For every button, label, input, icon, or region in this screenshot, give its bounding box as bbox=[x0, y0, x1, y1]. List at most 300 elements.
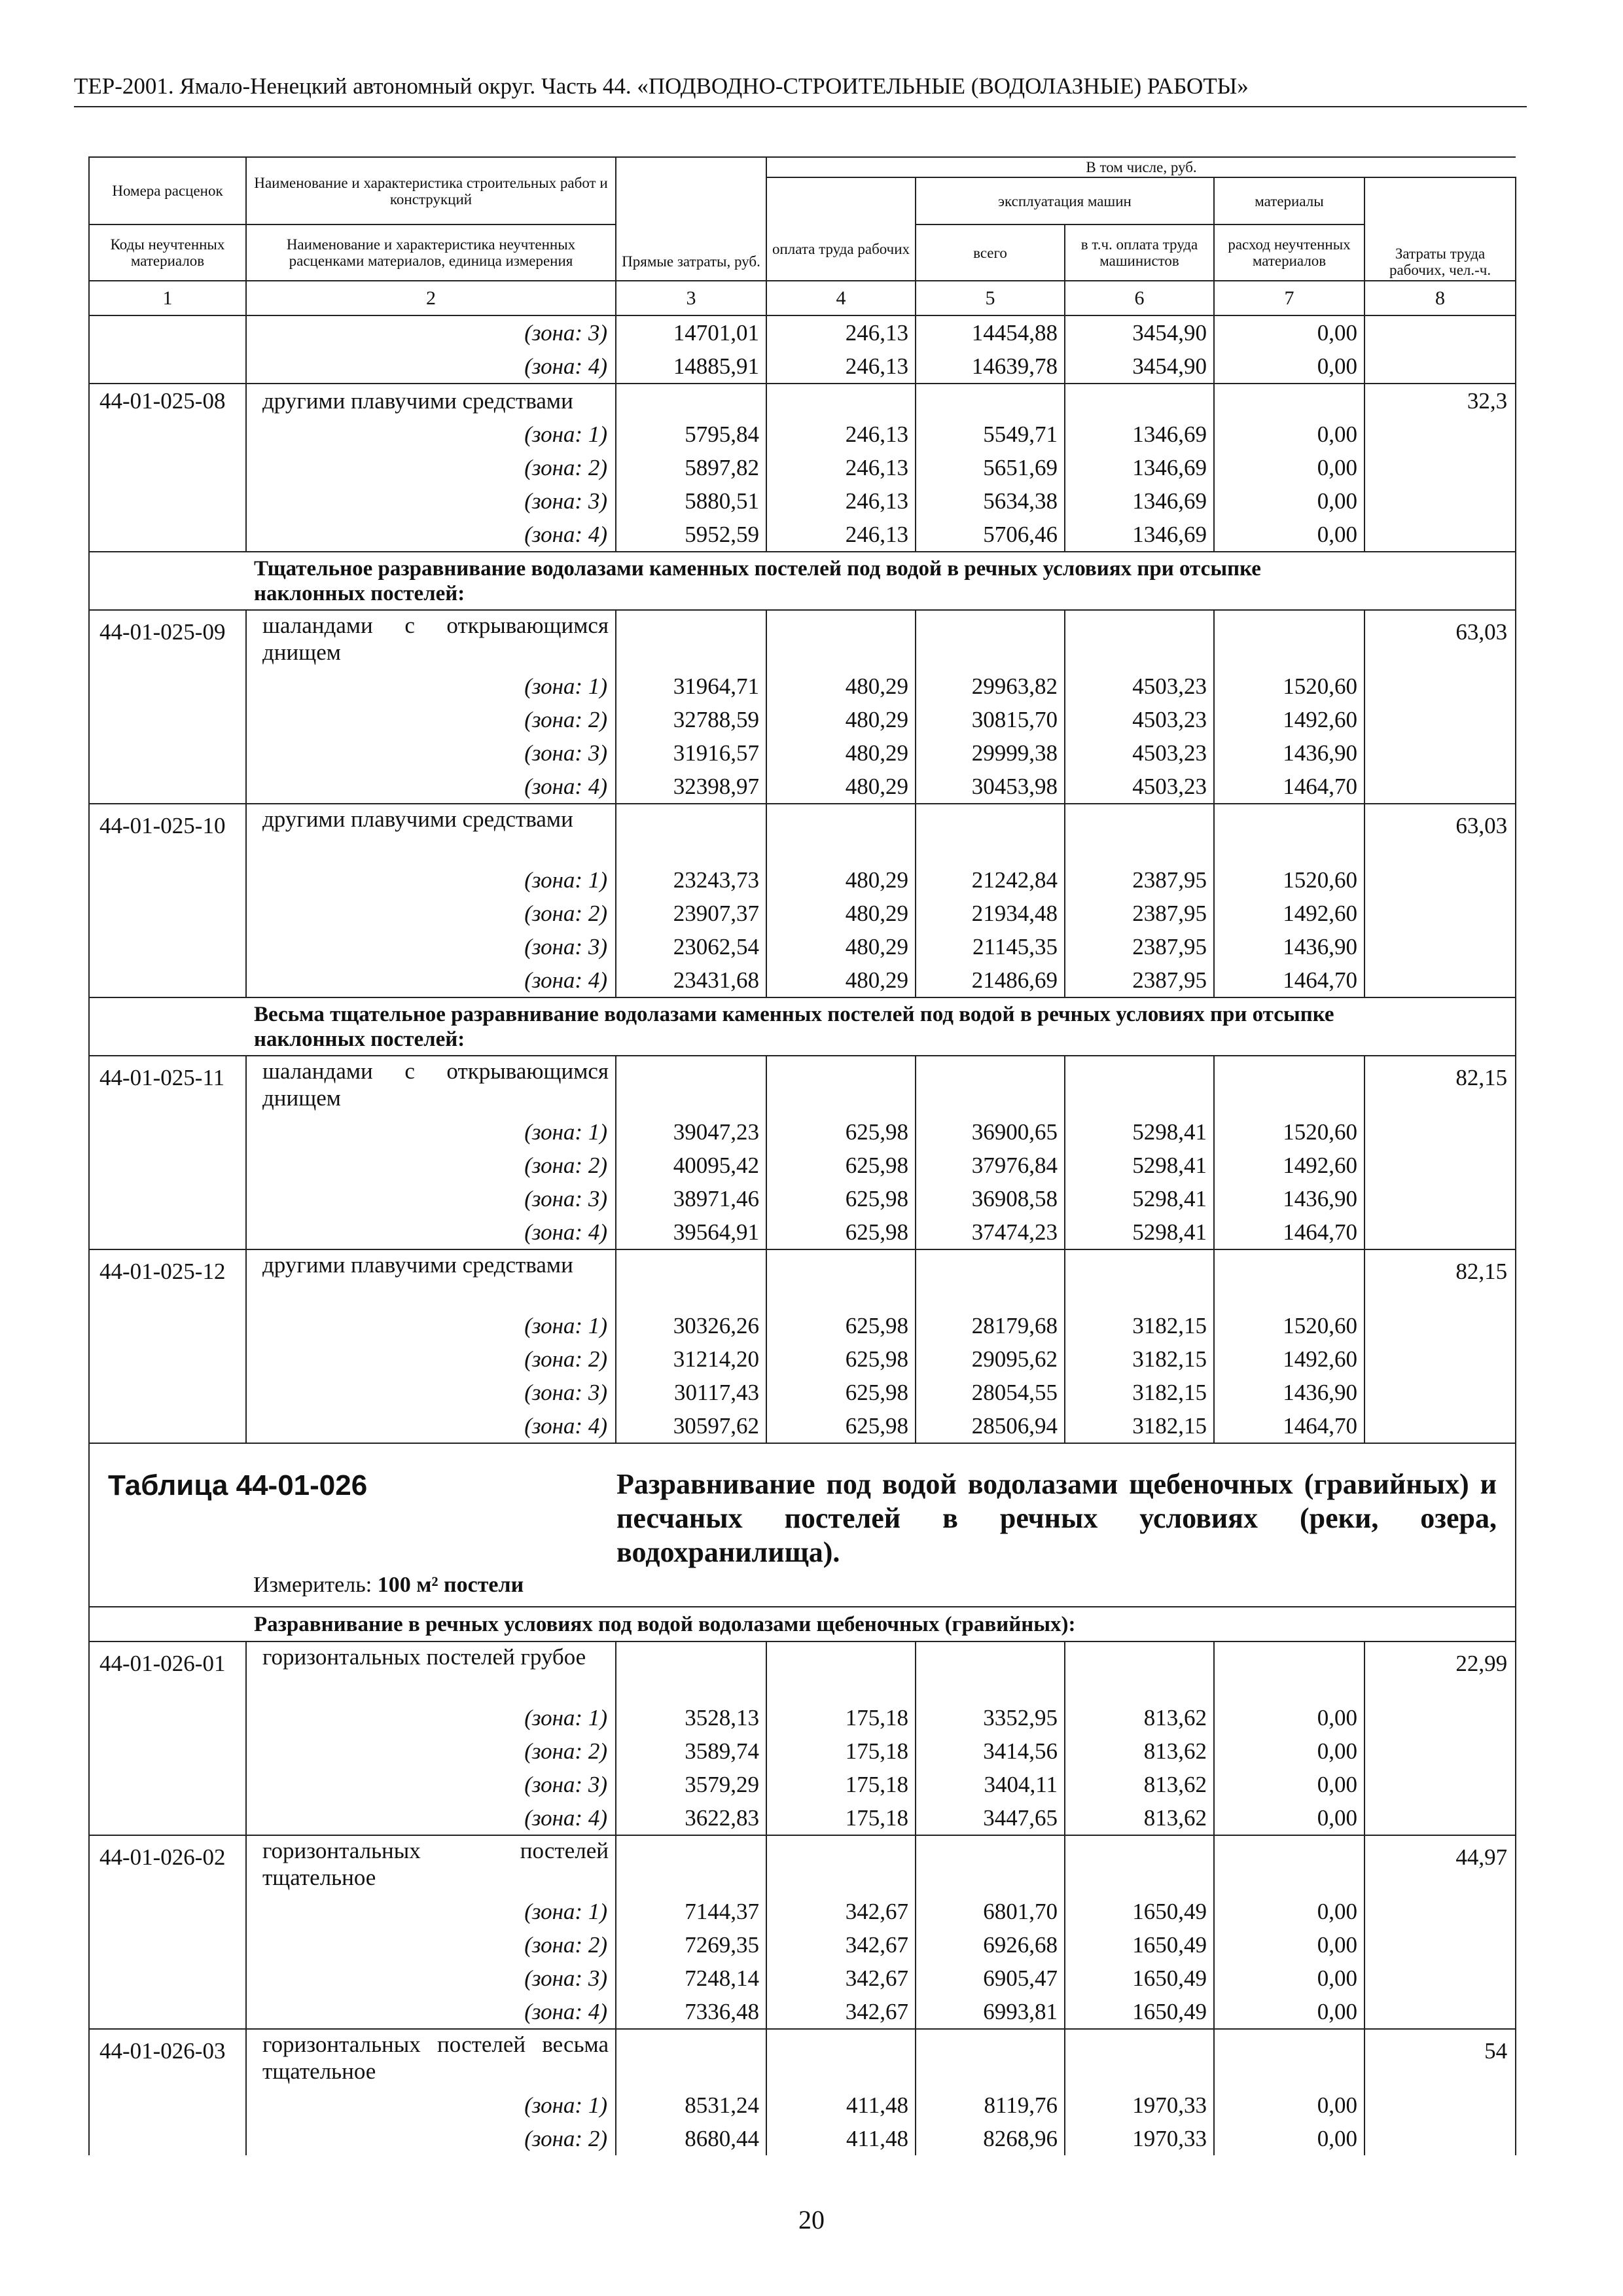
zone-label: (зона: 3) bbox=[246, 1182, 616, 1215]
zone-label: (зона: 2) bbox=[246, 1734, 616, 1768]
labor-value: 63,03 bbox=[1364, 804, 1516, 863]
rate-row bbox=[89, 1641, 1516, 1701]
code-cell bbox=[89, 350, 246, 384]
labor-cell bbox=[1364, 350, 1516, 384]
labor-cell bbox=[1364, 1376, 1516, 1409]
zone-label: (зона: 4) bbox=[246, 1995, 616, 2029]
col-number: 2 bbox=[246, 281, 616, 315]
col-machines-total-header: всего bbox=[916, 224, 1065, 281]
value-cell: 30326,26 bbox=[616, 1309, 766, 1342]
value-cell: 0,00 bbox=[1214, 315, 1364, 350]
zone-label: (зона: 1) bbox=[246, 1701, 616, 1734]
value-cell: 7336,48 bbox=[616, 1995, 766, 2029]
col-code-label: Номера расценок bbox=[112, 183, 223, 199]
labor-cell bbox=[1364, 1962, 1516, 1995]
value-cell bbox=[1214, 2029, 1364, 2089]
rate-row bbox=[89, 384, 1516, 418]
col-name-header bbox=[246, 157, 616, 224]
value-cell: 30815,70 bbox=[916, 703, 1065, 736]
code-cell bbox=[89, 1895, 246, 1928]
zone-row bbox=[89, 2089, 1516, 2122]
value-cell: 31214,20 bbox=[616, 1342, 766, 1376]
value-cell bbox=[766, 1835, 916, 1895]
zone-row bbox=[89, 1376, 1516, 1409]
zone-row bbox=[89, 1309, 1516, 1342]
labor-value: 82,15 bbox=[1364, 1056, 1516, 1115]
value-cell: 625,98 bbox=[766, 1309, 916, 1342]
value-cell: 175,18 bbox=[766, 1801, 916, 1835]
value-cell: 0,00 bbox=[1214, 350, 1364, 384]
rate-code: 44-01-025-08 bbox=[89, 384, 246, 418]
value-cell: 0,00 bbox=[1214, 484, 1364, 518]
code-cell bbox=[89, 736, 246, 770]
value-cell: 1492,60 bbox=[1214, 1342, 1364, 1376]
value-cell: 0,00 bbox=[1214, 1768, 1364, 1801]
code-cell bbox=[89, 451, 246, 484]
zone-row bbox=[89, 1995, 1516, 2029]
zone-row bbox=[89, 897, 1516, 930]
labor-cell bbox=[1364, 703, 1516, 736]
col-number: 8 bbox=[1364, 281, 1516, 315]
value-cell: 23243,73 bbox=[616, 863, 766, 897]
value-cell: 342,67 bbox=[766, 1962, 916, 1995]
value-cell bbox=[916, 1835, 1065, 1895]
value-cell: 246,13 bbox=[766, 315, 916, 350]
value-cell: 5880,51 bbox=[616, 484, 766, 518]
labor-cell bbox=[1364, 736, 1516, 770]
zone-row bbox=[89, 863, 1516, 897]
zone-label: (зона: 3) bbox=[246, 484, 616, 518]
value-cell: 246,13 bbox=[766, 350, 916, 384]
code-cell bbox=[89, 2089, 246, 2122]
rate-row bbox=[89, 1249, 1516, 1309]
labor-cell bbox=[1364, 1895, 1516, 1928]
labor-cell bbox=[1364, 1995, 1516, 2029]
zone-row bbox=[89, 670, 1516, 703]
value-cell: 480,29 bbox=[766, 930, 916, 963]
value-cell: 40095,42 bbox=[616, 1149, 766, 1182]
rate-code: 44-01-025-10 bbox=[89, 804, 246, 863]
value-cell: 1970,33 bbox=[1065, 2122, 1214, 2155]
col-labor-label: Затраты труда рабочих, чел.-ч. bbox=[1389, 245, 1491, 278]
value-cell bbox=[916, 2029, 1065, 2089]
value-cell: 30453,98 bbox=[916, 770, 1065, 804]
zone-label: (зона: 4) bbox=[246, 1215, 616, 1249]
value-cell: 1492,60 bbox=[1214, 703, 1364, 736]
value-cell: 0,00 bbox=[1214, 1995, 1364, 2029]
value-cell: 1520,60 bbox=[1214, 1309, 1364, 1342]
section-spacer bbox=[1364, 552, 1516, 610]
zone-row bbox=[89, 2122, 1516, 2155]
code-cell bbox=[89, 1182, 246, 1215]
value-cell bbox=[616, 1249, 766, 1309]
value-cell: 3182,15 bbox=[1065, 1409, 1214, 1443]
value-cell bbox=[616, 1835, 766, 1895]
value-cell: 30597,62 bbox=[616, 1409, 766, 1443]
code-cell bbox=[89, 2122, 246, 2155]
labor-value: 22,99 bbox=[1364, 1641, 1516, 1701]
value-cell: 3352,95 bbox=[916, 1701, 1065, 1734]
zone-label: (зона: 1) bbox=[246, 1115, 616, 1149]
zone-label: (зона: 1) bbox=[246, 670, 616, 703]
col-number: 5 bbox=[916, 281, 1065, 315]
value-cell: 480,29 bbox=[766, 897, 916, 930]
zone-row bbox=[89, 1928, 1516, 1962]
value-cell: 1520,60 bbox=[1214, 670, 1364, 703]
value-cell: 1436,90 bbox=[1214, 736, 1364, 770]
value-cell: 0,00 bbox=[1214, 2122, 1364, 2155]
code-cell bbox=[89, 1928, 246, 1962]
labor-cell bbox=[1364, 1768, 1516, 1801]
value-cell: 8680,44 bbox=[616, 2122, 766, 2155]
value-cell: 175,18 bbox=[766, 1734, 916, 1768]
table-number: Таблица 44-01-026 bbox=[108, 1469, 368, 1501]
value-cell: 342,67 bbox=[766, 1995, 916, 2029]
value-cell: 39047,23 bbox=[616, 1115, 766, 1149]
section-heading: Разравнивание в речных условиях под водой водолазами щебеночных (гравийных): bbox=[246, 1607, 1364, 1641]
labor-cell bbox=[1364, 451, 1516, 484]
value-cell: 5651,69 bbox=[916, 451, 1065, 484]
value-cell: 3454,90 bbox=[1065, 350, 1214, 384]
section-spacer bbox=[89, 1607, 246, 1641]
page-header: ТЕР-2001. Ямало-Ненецкий автономный округ. Часть 44. «ПОДВОДНО-СТРОИТЕЛЬНЫЕ (ВОДОЛАЗНЫЕ) РАБОТЫ» bbox=[74, 73, 1249, 99]
value-cell: 1464,70 bbox=[1214, 963, 1364, 997]
zone-label: (зона: 4) bbox=[246, 1409, 616, 1443]
col-code-header bbox=[89, 157, 246, 224]
code-cell bbox=[89, 1376, 246, 1409]
value-cell: 21486,69 bbox=[916, 963, 1065, 997]
labor-cell bbox=[1364, 963, 1516, 997]
zone-label: (зона: 3) bbox=[246, 1962, 616, 1995]
col-number: 3 bbox=[616, 281, 766, 315]
value-cell: 7269,35 bbox=[616, 1928, 766, 1962]
col-direct-label: Прямые затраты, руб. bbox=[622, 253, 760, 270]
value-cell: 31916,57 bbox=[616, 736, 766, 770]
value-cell bbox=[766, 1641, 916, 1701]
labor-cell bbox=[1364, 1801, 1516, 1835]
labor-cell bbox=[1364, 770, 1516, 804]
value-cell: 625,98 bbox=[766, 1409, 916, 1443]
value-cell bbox=[766, 610, 916, 670]
value-cell: 3622,83 bbox=[616, 1801, 766, 1835]
rate-row bbox=[89, 2029, 1516, 2089]
value-cell: 0,00 bbox=[1214, 1962, 1364, 1995]
value-cell: 29963,82 bbox=[916, 670, 1065, 703]
labor-cell bbox=[1364, 2089, 1516, 2122]
code-cell bbox=[89, 1768, 246, 1801]
rate-name: горизонтальных постелей тщательное bbox=[246, 1835, 616, 1895]
value-cell: 1346,69 bbox=[1065, 418, 1214, 451]
value-cell: 5298,41 bbox=[1065, 1182, 1214, 1215]
value-cell bbox=[766, 1056, 916, 1115]
code-cell bbox=[89, 930, 246, 963]
zone-row bbox=[89, 350, 1516, 384]
value-cell: 5897,82 bbox=[616, 451, 766, 484]
col-machines-header: эксплуатация машин bbox=[916, 177, 1214, 224]
value-cell: 625,98 bbox=[766, 1376, 916, 1409]
value-cell bbox=[766, 1249, 916, 1309]
col-materials-b-header: расход неучтенных материалов bbox=[1214, 224, 1364, 281]
value-cell: 32398,97 bbox=[616, 770, 766, 804]
value-cell bbox=[1214, 384, 1364, 418]
rate-name: другими плавучими средствами bbox=[246, 1249, 616, 1309]
value-cell bbox=[1065, 1641, 1214, 1701]
value-cell bbox=[766, 384, 916, 418]
table-title-block bbox=[89, 1443, 1516, 1607]
col-number: 4 bbox=[766, 281, 916, 315]
rate-name: другими плавучими средствами bbox=[246, 384, 616, 418]
zone-row bbox=[89, 484, 1516, 518]
col-name-label: Наименование и характеристика строительных работ и конструкций bbox=[254, 174, 608, 207]
section-spacer bbox=[89, 552, 246, 610]
value-cell: 3182,15 bbox=[1065, 1342, 1214, 1376]
zone-label: (зона: 2) bbox=[246, 703, 616, 736]
section-heading-row bbox=[89, 997, 1516, 1056]
value-cell bbox=[1065, 2029, 1214, 2089]
value-cell: 32788,59 bbox=[616, 703, 766, 736]
value-cell bbox=[916, 610, 1065, 670]
header-divider bbox=[74, 106, 1527, 107]
rate-name: шаландами с открывающимся днищем bbox=[246, 1056, 616, 1115]
rate-code: 44-01-025-12 bbox=[89, 1249, 246, 1309]
value-cell: 813,62 bbox=[1065, 1701, 1214, 1734]
section-heading: Тщательное разравнивание водолазами каменных постелей под водой в речных условиях при отсыпке наклонных постелей: bbox=[246, 552, 1364, 610]
section-spacer bbox=[1364, 1607, 1516, 1641]
zone-label: (зона: 2) bbox=[246, 1149, 616, 1182]
labor-cell bbox=[1364, 1734, 1516, 1768]
value-cell: 6905,47 bbox=[916, 1962, 1065, 1995]
value-cell: 625,98 bbox=[766, 1149, 916, 1182]
rate-row bbox=[89, 1835, 1516, 1895]
labor-cell bbox=[1364, 670, 1516, 703]
zone-row bbox=[89, 703, 1516, 736]
value-cell bbox=[1065, 1249, 1214, 1309]
col-machines-pay-header: в т.ч. оплата труда машинистов bbox=[1065, 224, 1214, 281]
value-cell: 625,98 bbox=[766, 1115, 916, 1149]
labor-value: 63,03 bbox=[1364, 610, 1516, 670]
value-cell bbox=[916, 384, 1065, 418]
value-cell: 36908,58 bbox=[916, 1182, 1065, 1215]
value-cell: 23907,37 bbox=[616, 897, 766, 930]
value-cell: 1650,49 bbox=[1065, 1895, 1214, 1928]
zone-row bbox=[89, 1734, 1516, 1768]
value-cell: 8531,24 bbox=[616, 2089, 766, 2122]
zone-row bbox=[89, 1895, 1516, 1928]
col-direct-header bbox=[616, 157, 766, 281]
value-cell: 246,13 bbox=[766, 418, 916, 451]
zone-label: (зона: 2) bbox=[246, 1342, 616, 1376]
zone-label: (зона: 3) bbox=[246, 930, 616, 963]
zone-row bbox=[89, 1215, 1516, 1249]
labor-value: 44,97 bbox=[1364, 1835, 1516, 1895]
col-number: 1 bbox=[89, 281, 246, 315]
zone-row bbox=[89, 1409, 1516, 1443]
value-cell: 0,00 bbox=[1214, 418, 1364, 451]
value-cell: 3404,11 bbox=[916, 1768, 1065, 1801]
col-labor-pay-header bbox=[766, 177, 916, 281]
value-cell: 29095,62 bbox=[916, 1342, 1065, 1376]
code-cell bbox=[89, 1342, 246, 1376]
col-number: 7 bbox=[1214, 281, 1364, 315]
zone-label: (зона: 3) bbox=[246, 315, 616, 350]
value-cell: 0,00 bbox=[1214, 2089, 1364, 2122]
value-cell: 3528,13 bbox=[616, 1701, 766, 1734]
value-cell: 342,67 bbox=[766, 1928, 916, 1962]
value-cell: 3589,74 bbox=[616, 1734, 766, 1768]
zone-label: (зона: 4) bbox=[246, 350, 616, 384]
value-cell: 5298,41 bbox=[1065, 1115, 1214, 1149]
value-cell bbox=[1214, 610, 1364, 670]
col-name-b-header: Наименование и характеристика неучтенных расценками материалов, единица измерения bbox=[246, 224, 616, 281]
value-cell: 625,98 bbox=[766, 1182, 916, 1215]
zone-row bbox=[89, 1962, 1516, 1995]
value-cell: 813,62 bbox=[1065, 1801, 1214, 1835]
labor-cell bbox=[1364, 484, 1516, 518]
rate-code: 44-01-026-03 bbox=[89, 2029, 246, 2089]
value-cell: 4503,23 bbox=[1065, 703, 1214, 736]
zone-label: (зона: 4) bbox=[246, 770, 616, 804]
zone-row bbox=[89, 451, 1516, 484]
rate-code: 44-01-026-02 bbox=[89, 1835, 246, 1895]
labor-cell bbox=[1364, 1115, 1516, 1149]
value-cell: 1346,69 bbox=[1065, 518, 1214, 552]
value-cell bbox=[1065, 1835, 1214, 1895]
value-cell: 3447,65 bbox=[916, 1801, 1065, 1835]
zone-row bbox=[89, 1801, 1516, 1835]
value-cell: 5634,38 bbox=[916, 484, 1065, 518]
labor-value: 32,3 bbox=[1364, 384, 1516, 418]
labor-cell bbox=[1364, 1149, 1516, 1182]
value-cell: 0,00 bbox=[1214, 518, 1364, 552]
value-cell bbox=[766, 804, 916, 863]
code-cell bbox=[89, 1995, 246, 2029]
value-cell: 23062,54 bbox=[616, 930, 766, 963]
value-cell: 813,62 bbox=[1065, 1768, 1214, 1801]
value-cell: 411,48 bbox=[766, 2089, 916, 2122]
rate-name: другими плавучими средствами bbox=[246, 804, 616, 863]
zone-label: (зона: 1) bbox=[246, 1895, 616, 1928]
col-code-b-header: Коды неучтенных материалов bbox=[89, 224, 246, 281]
code-cell bbox=[89, 518, 246, 552]
value-cell: 21934,48 bbox=[916, 897, 1065, 930]
value-cell: 2387,95 bbox=[1065, 930, 1214, 963]
value-cell: 1436,90 bbox=[1214, 1182, 1364, 1215]
value-cell bbox=[1214, 1056, 1364, 1115]
value-cell: 31964,71 bbox=[616, 670, 766, 703]
zone-row bbox=[89, 518, 1516, 552]
value-cell: 1650,49 bbox=[1065, 1928, 1214, 1962]
col-number: 6 bbox=[1065, 281, 1214, 315]
value-cell bbox=[1214, 804, 1364, 863]
zone-label: (зона: 1) bbox=[246, 2089, 616, 2122]
rate-row bbox=[89, 804, 1516, 863]
zone-label: (зона: 2) bbox=[246, 1928, 616, 1962]
header-row-1 bbox=[89, 157, 1516, 177]
value-cell: 5549,71 bbox=[916, 418, 1065, 451]
code-cell bbox=[89, 897, 246, 930]
value-cell: 1520,60 bbox=[1214, 1115, 1364, 1149]
page-number: 20 bbox=[798, 2205, 825, 2234]
value-cell: 14639,78 bbox=[916, 350, 1065, 384]
code-cell bbox=[89, 418, 246, 451]
zone-row bbox=[89, 418, 1516, 451]
value-cell bbox=[916, 1056, 1065, 1115]
value-cell: 1492,60 bbox=[1214, 897, 1364, 930]
section-spacer bbox=[89, 997, 246, 1056]
value-cell: 1464,70 bbox=[1214, 770, 1364, 804]
value-cell: 4503,23 bbox=[1065, 736, 1214, 770]
value-cell: 0,00 bbox=[1214, 451, 1364, 484]
value-cell: 6993,81 bbox=[916, 1995, 1065, 2029]
value-cell: 36900,65 bbox=[916, 1115, 1065, 1149]
value-cell: 14454,88 bbox=[916, 315, 1065, 350]
value-cell: 6801,70 bbox=[916, 1895, 1065, 1928]
table-title: Разравнивание под водой водолазами щебеночных (гравийных) и песчаных постелей в речных условиях (реки, озера, водохранилища). bbox=[616, 1468, 1497, 1568]
value-cell: 480,29 bbox=[766, 703, 916, 736]
value-cell bbox=[616, 384, 766, 418]
zone-label: (зона: 2) bbox=[246, 2122, 616, 2155]
value-cell: 1970,33 bbox=[1065, 2089, 1214, 2122]
code-cell bbox=[89, 1801, 246, 1835]
code-cell bbox=[89, 1215, 246, 1249]
col-incl-header: В том числе, руб. bbox=[766, 157, 1516, 177]
value-cell: 6926,68 bbox=[916, 1928, 1065, 1962]
value-cell: 5298,41 bbox=[1065, 1215, 1214, 1249]
code-cell bbox=[89, 1409, 246, 1443]
code-cell bbox=[89, 484, 246, 518]
rate-name: шаландами с открывающимся днищем bbox=[246, 610, 616, 670]
value-cell: 625,98 bbox=[766, 1215, 916, 1249]
value-cell: 1436,90 bbox=[1214, 930, 1364, 963]
value-cell: 480,29 bbox=[766, 863, 916, 897]
code-cell bbox=[89, 1962, 246, 1995]
value-cell: 342,67 bbox=[766, 1895, 916, 1928]
col-labor-pay-label: оплата труда рабочих bbox=[772, 240, 910, 257]
value-cell: 38971,46 bbox=[616, 1182, 766, 1215]
labor-cell bbox=[1364, 1701, 1516, 1734]
labor-cell bbox=[1364, 518, 1516, 552]
value-cell: 5795,84 bbox=[616, 418, 766, 451]
measure-value: 100 м² постели bbox=[377, 1573, 524, 1597]
value-cell bbox=[1214, 1249, 1364, 1309]
zone-row bbox=[89, 770, 1516, 804]
value-cell: 1346,69 bbox=[1065, 451, 1214, 484]
code-cell bbox=[89, 1115, 246, 1149]
code-cell bbox=[89, 863, 246, 897]
col-materials-header: материалы bbox=[1214, 177, 1364, 224]
value-cell: 175,18 bbox=[766, 1768, 916, 1801]
value-cell: 3454,90 bbox=[1065, 315, 1214, 350]
value-cell: 480,29 bbox=[766, 963, 916, 997]
zone-label: (зона: 4) bbox=[246, 1801, 616, 1835]
value-cell: 246,13 bbox=[766, 451, 916, 484]
value-cell: 21145,35 bbox=[916, 930, 1065, 963]
value-cell: 8119,76 bbox=[916, 2089, 1065, 2122]
value-cell: 3182,15 bbox=[1065, 1376, 1214, 1409]
value-cell: 813,62 bbox=[1065, 1734, 1214, 1768]
zone-label: (зона: 1) bbox=[246, 863, 616, 897]
zone-label: (зона: 3) bbox=[246, 1768, 616, 1801]
labor-cell bbox=[1364, 1342, 1516, 1376]
value-cell bbox=[1214, 1835, 1364, 1895]
labor-cell bbox=[1364, 1182, 1516, 1215]
value-cell bbox=[616, 1056, 766, 1115]
value-cell: 29999,38 bbox=[916, 736, 1065, 770]
value-cell: 4503,23 bbox=[1065, 670, 1214, 703]
value-cell: 14701,01 bbox=[616, 315, 766, 350]
rate-row bbox=[89, 610, 1516, 670]
value-cell: 4503,23 bbox=[1065, 770, 1214, 804]
